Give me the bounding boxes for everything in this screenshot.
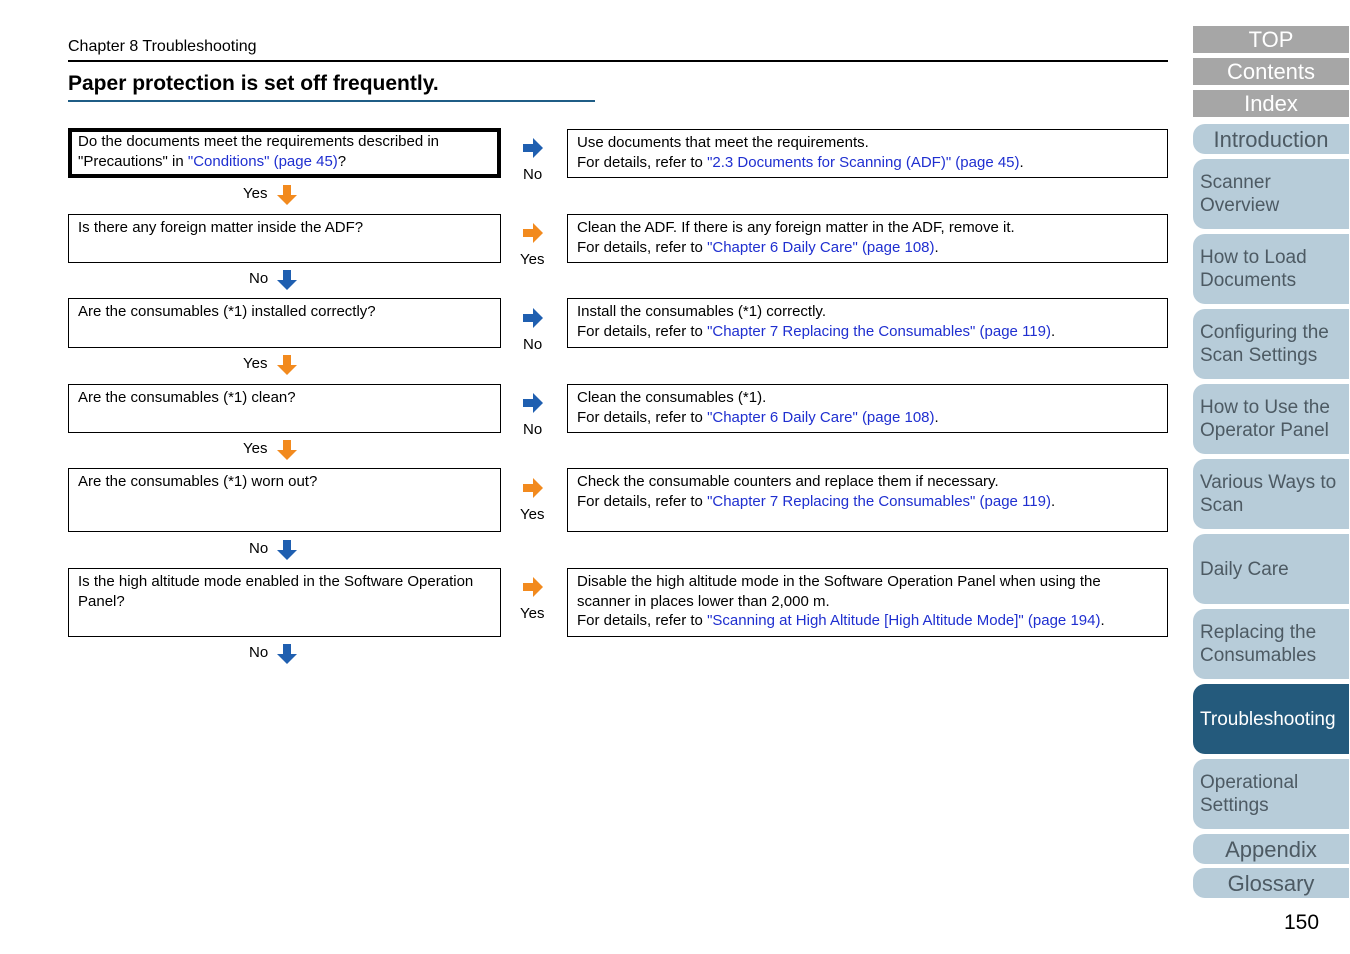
arrow-right-yes-icon xyxy=(522,576,544,598)
nav-tab-label: How to Load Documents xyxy=(1200,247,1307,291)
answer-box-4 xyxy=(567,384,1168,433)
nav-tab-operator-panel[interactable] xyxy=(1193,384,1349,454)
answer-refer-1: For details, refer to xyxy=(577,153,708,171)
nav-index-button[interactable]: Index xyxy=(1193,90,1349,117)
arrow-right-yes-icon xyxy=(522,222,544,244)
down-label-5: No xyxy=(249,540,269,557)
arrow-right-no-icon xyxy=(522,392,544,414)
nav-tab-label: Introduction xyxy=(1213,126,1329,152)
nav-tab-introduction[interactable] xyxy=(1193,124,1349,154)
arrow-right-no-icon xyxy=(522,307,544,329)
answer-box-1 xyxy=(567,129,1168,178)
answer-end-3: . xyxy=(1050,322,1056,340)
branch-label-4: No xyxy=(523,421,543,438)
nav-tab-appendix[interactable] xyxy=(1193,834,1349,864)
question-link-1[interactable]: "Conditions" (page 45) xyxy=(187,152,338,170)
answer-end-6: . xyxy=(1100,612,1105,629)
answer-refer-4: For details, refer to xyxy=(577,408,708,426)
arrow-down-no-icon xyxy=(276,539,298,561)
nav-tab-label: Operational Settings xyxy=(1200,772,1299,816)
branch-label-2: Yes xyxy=(520,251,545,268)
answer-text-3: Install the consumables (*1) correctly. xyxy=(577,303,826,320)
answer-text-5: Check the consumable counters and replace them if necessary. xyxy=(577,473,999,490)
nav-tab-how-to-load[interactable] xyxy=(1193,234,1349,304)
branch-label-5: Yes xyxy=(520,506,545,523)
branch-label-3: No xyxy=(523,336,543,353)
arrow-down-no-icon xyxy=(276,269,298,291)
question-text-3: Are the consumables (*1) installed correctly? xyxy=(78,303,376,320)
nav-tab-various-ways[interactable] xyxy=(1193,459,1349,529)
nav-tab-troubleshooting[interactable] xyxy=(1193,684,1349,754)
answer-end-2: . xyxy=(934,238,939,256)
nav-tab-label: Replacing the Consumables xyxy=(1200,622,1317,666)
arrow-right-no-icon xyxy=(522,137,544,159)
title-underline xyxy=(68,100,595,102)
answer-refer-6: For details, refer to xyxy=(577,612,708,629)
page-title: Paper protection is set off frequently. xyxy=(68,72,439,95)
header-rule xyxy=(68,60,1168,62)
nav-tab-glossary[interactable] xyxy=(1193,868,1349,898)
answer-text-4: Clean the consumables (*1). xyxy=(577,389,767,406)
answer-end-5: . xyxy=(1050,492,1056,510)
answer-refer-5: For details, refer to xyxy=(577,492,708,510)
arrow-down-yes-icon xyxy=(276,184,298,206)
nav-tab-label: How to Use the Operator Panel xyxy=(1200,397,1330,441)
answer-text-1: Use documents that meet the requirements. xyxy=(577,134,869,151)
answer-text-6: Disable the high altitude mode in the Software Operation Panel when using the scanner in places lower than 2,000 m. xyxy=(577,573,1101,610)
question-box-6 xyxy=(68,568,501,637)
nav-tab-label: Various Ways to Scan xyxy=(1200,472,1337,516)
answer-end-1: . xyxy=(1019,153,1024,171)
arrow-down-yes-icon xyxy=(276,354,298,376)
question-text-2: Is there any foreign matter inside the ADF? xyxy=(78,219,364,236)
nav-tab-label: Daily Care xyxy=(1200,558,1289,580)
nav-tab-label: Configuring the Scan Settings xyxy=(1200,322,1329,366)
question-text-5: Are the consumables (*1) worn out? xyxy=(78,473,318,490)
nav-tab-label: Scanner Overview xyxy=(1200,172,1280,216)
question-box-3 xyxy=(68,298,501,348)
chapter-label: Chapter 8 Troubleshooting xyxy=(68,38,257,55)
nav-tab-daily-care[interactable] xyxy=(1193,534,1349,604)
down-label-3: Yes xyxy=(243,355,268,372)
question-text-4: Are the consumables (*1) clean? xyxy=(78,389,296,406)
question-box-1 xyxy=(68,128,501,178)
nav-tab-label: Glossary xyxy=(1227,870,1315,896)
nav-tab-configuring[interactable] xyxy=(1193,309,1349,379)
answer-box-2 xyxy=(567,214,1168,263)
answer-link-6[interactable]: "Scanning at High Altitude [High Altitude Mode]" (page 194) xyxy=(707,612,1101,629)
question-end-1: ? xyxy=(337,152,347,170)
answer-box-3 xyxy=(567,298,1168,348)
down-label-2: No xyxy=(249,270,269,287)
arrow-down-no-icon xyxy=(276,643,298,665)
arrow-right-yes-icon xyxy=(522,477,544,499)
nav-tab-scanner-overview[interactable] xyxy=(1193,159,1349,229)
answer-refer-3: For details, refer to xyxy=(577,322,708,340)
nav-tab-label: Appendix xyxy=(1225,836,1317,862)
answer-box-5 xyxy=(567,468,1168,532)
question-box-2 xyxy=(68,214,501,263)
answer-text-2: Clean the ADF. If there is any foreign matter in the ADF, remove it. xyxy=(577,219,1015,236)
answer-link-2[interactable]: "Chapter 6 Daily Care" (page 108) xyxy=(707,238,935,256)
arrow-down-yes-icon xyxy=(276,439,298,461)
answer-link-5[interactable]: "Chapter 7 Replacing the Consumables" (page 119) xyxy=(707,492,1051,510)
branch-label-1: No xyxy=(523,166,543,183)
branch-label-6: Yes xyxy=(520,605,545,622)
question-text-6: Is the high altitude mode enabled in the Software Operation Panel? xyxy=(78,573,474,610)
answer-link-1[interactable]: "2.3 Documents for Scanning (ADF)" (page 45) xyxy=(707,153,1020,171)
nav-contents-button[interactable]: Contents xyxy=(1193,58,1349,85)
answer-refer-2: For details, refer to xyxy=(577,238,708,256)
answer-link-4[interactable]: "Chapter 6 Daily Care" (page 108) xyxy=(707,408,935,426)
answer-box-6 xyxy=(567,568,1168,637)
answer-end-4: . xyxy=(934,408,939,426)
answer-link-3[interactable]: "Chapter 7 Replacing the Consumables" (page 119) xyxy=(707,322,1051,340)
question-box-5 xyxy=(68,468,501,532)
nav-tab-label: Troubleshooting xyxy=(1200,708,1336,730)
question-box-4 xyxy=(68,384,501,433)
down-label-1: Yes xyxy=(243,185,268,202)
page-number: 150 xyxy=(1284,911,1320,934)
nav-tab-replacing[interactable] xyxy=(1193,609,1349,679)
down-label-4: Yes xyxy=(243,440,268,457)
down-label-6: No xyxy=(249,644,269,661)
nav-tab-operational-settings[interactable] xyxy=(1193,759,1349,829)
nav-top-button[interactable]: TOP xyxy=(1193,26,1349,53)
question-text-1: Do the documents meet the requirements described in "Precautions" in xyxy=(78,133,440,170)
